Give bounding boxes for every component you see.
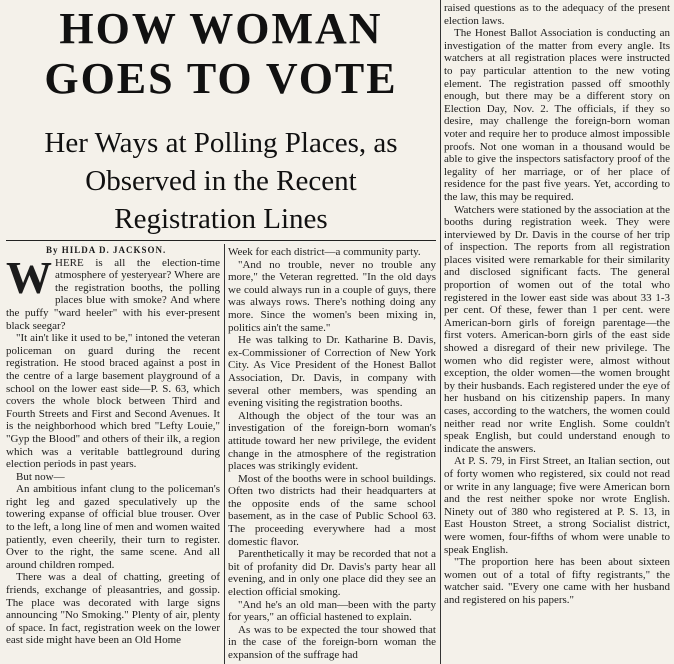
column1-paragraph-1 <box>6 251 220 333</box>
column3-paragraph-3: Watchers were stationed by the association at the booths during registration week. They were interviewed by Dr. Davis in the course of her trip of inspection. The reports from all registration places visited were remarkable for their similarity and disclosed significant facts. The general proportion of women out of the total who registered in the lower east side was about 33 1-3 per cent. Of these, fewer than 1 per cent. were American-born girls of foreign parentage—the first voters. American-born girls of the east side showed a disregard of their new privilege. The women who did register were, almost without exception, the older women—the women brought by their husbands. Each registered under the eye of her husband on his citizenship papers. In many cases, according to the watchers, the women could neither read nor write English. Some couldn't speak English, but could understand enough to indicate the answers. <box>444 203 670 455</box>
column2-paragraph-5: Most of the booths were in school buildings. Often two districts had their headquarters at the opposite ends of the same school basement, as in the case of Public School 63. The proceeding everywhere had a most domestic flavor. <box>228 472 436 548</box>
column2-paragraph-2: "And no trouble, never no trouble any more," the Veteran regretted. "In the old days we could always run in a couple of guys, there was always rows. There's nothing doing any more. Since the women's been mixing in, politics ain't the same." <box>228 258 436 334</box>
headline-line-1: HOW WOMAN <box>59 4 383 53</box>
deck-line-3: Registration Lines <box>114 203 328 235</box>
column2-paragraph-6: Parenthetically it may be recorded that not a bit of profanity did Dr. Davis's party hear all evening, and in only one place did they see an election official smoking. <box>228 548 436 599</box>
column2-paragraph-3: He was talking to Dr. Katharine B. Davis, ex-Commissioner of Correction of New York City. As Vice President of the Honest Ballot Association, Dr. Davis, in company with several other members, was spending an evening visiting the registration booths. <box>228 334 436 410</box>
column3-paragraph-4: At P. S. 79, in First Street, an Italian section, out of forty women who registered, six could not read or write in any language; five were American born and the rest neither spoke nor wrote English. Ninety out of 380 who registered at P. S. 13, in East Houston Street, a strong Socialist district, were women, four-fifths of whom were unable to speak English. <box>444 455 670 556</box>
column3-paragraph-2: The Honest Ballot Association is conducting an investigation of the matter from every angle. Its watchers at all registration places were instructed to pay particular attention to the new voting element. The registration passed off smoothly enough, but there may be a different story on Election Day, Nov. 2. The officials, if they so desire, may challenge the foreign-born woman voter and require her to produce almost impossible proofs. Not one woman in a thousand would be able to give the inspectors satisfactory proof of the legality of her marriage, or of her place of residence for the past five years. Yet, according to the law, this may be required. <box>444 27 670 203</box>
article-column-3 <box>444 2 670 607</box>
headline-divider <box>6 240 436 241</box>
deck-line-1: Her Ways at Polling Places, as <box>44 127 398 159</box>
column-divider-right <box>440 0 441 664</box>
article-column-2 <box>228 246 436 662</box>
column1-paragraph-2: "It ain't like it used to be," intoned the veteran policeman on guard during the recent registration. He stood braced against a post in the centre of a large basement playground of a school on the lower east side—P. S. 63, which covers the whole block between Third and Fourth Streets and First and Second Avenues. It is the neighborhood which bred "Lefty Louie," "Gyp the Blood" and others of their ilk, a region which was a veritable battleground during election periods in past years. <box>6 332 220 471</box>
deck-line-2: Observed in the Recent <box>85 165 357 197</box>
column2-paragraph-1: Week for each district—a community party. <box>228 246 421 258</box>
column1-paragraph-1-text: HERE is all the election-time atmosphere of yesteryear? Where are the registration booths, the polling places blue with smoke? And where the puffy "ward heeler" with his ever-present black seegar? <box>6 256 220 332</box>
column1-paragraph-4: An ambitious infant clung to the policeman's right leg and gazed speculatively up the towering expanse of official blue trouser. Over to the left, a long line of men and women waited patiently, even cheerily, their turn to register. Over to the right, the same scene. And all around children romped. <box>6 483 220 571</box>
headline-line-2: GOES TO VOTE <box>44 54 398 103</box>
column3-paragraph-5: "The proportion here has been about sixteen women out of a total of fifty registrants," the watcher said. "Every one came with her husband and registered on his papers." <box>444 556 670 606</box>
column3-paragraph-1: raised questions as to the adequacy of the present election laws. <box>444 2 670 27</box>
column2-paragraph-4: Although the object of the tour was an investigation of the foreign-born woman's attitude toward her new privilege, the evident change in the atmosphere of the registration places was strikingly evident. <box>228 409 436 473</box>
column1-paragraph-5: There was a deal of chatting, greeting of friends, exchange of pleasantries, and gossip. The place was decorated with large signs announcing "No Smoking." Plenty of air, plenty of space. In fact, registration week on the lower east side might have been an Old Home <box>6 571 220 647</box>
article-column-1 <box>6 244 220 647</box>
byline: By HILDA D. JACKSON. <box>46 245 167 255</box>
column2-paragraph-7: "And he's an old man—been with the party for years," an official hastened to explain. <box>228 598 436 624</box>
column-divider-left <box>224 244 225 664</box>
column2-paragraph-8: As was to be expected the tour showed that in the case of the foreign-born woman the expansion of the suffrage had <box>228 623 436 661</box>
column1-paragraph-3: But now— <box>16 470 65 483</box>
drop-cap: W <box>6 251 52 303</box>
